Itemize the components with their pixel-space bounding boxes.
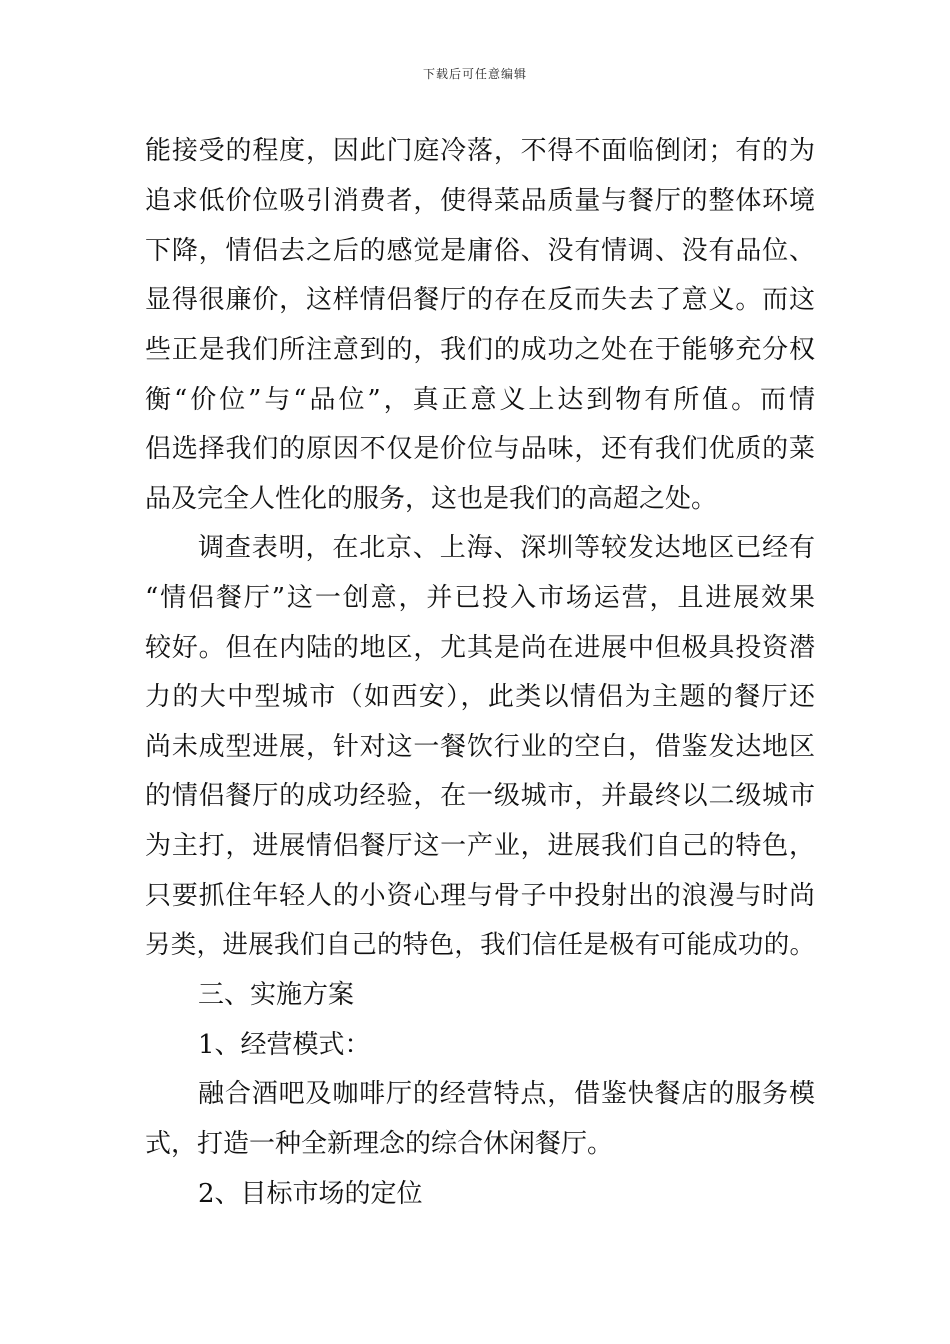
paragraph-line: “情侣餐厅”这一创意，并已投入市场运营，且进展效果 <box>145 583 815 613</box>
paragraph-line: 为主打，进展情侣餐厅这一产业，进展我们自己的特色， <box>145 831 815 861</box>
paragraph-line: 只要抓住年轻人的小资心理与骨子中投射出的浪漫与时尚 <box>145 881 815 911</box>
paragraph-line: 较好。但在内陆的地区，尤其是尚在进展中但极具投资潜 <box>145 633 815 663</box>
page-header: 下载后可任意编辑 <box>422 67 527 81</box>
section-heading: 三、实施方案 <box>198 980 355 1010</box>
paragraph-line: 些正是我们所注意到的，我们的成功之处在于能够充分权 <box>145 335 815 365</box>
paragraph-line: 侣选择我们的原因不仅是价位与品味，还有我们优质的菜 <box>145 434 815 464</box>
paragraph-line: 调查表明，在北京、上海、深圳等较发达地区已经有 <box>198 533 815 563</box>
paragraph-line: 显得很廉价，这样情侣餐厅的存在反而失去了意义。而这 <box>145 285 815 315</box>
paragraph-line: 融合酒吧及咖啡厅的经营特点，借鉴快餐店的服务模 <box>198 1079 815 1109</box>
paragraph-line: 追求低价位吸引消费者，使得菜品质量与餐厅的整体环境 <box>145 186 815 216</box>
paragraph-line: 另类，进展我们自己的特色，我们信任是极有可能成功的。 <box>145 930 815 960</box>
paragraph-line: 下降，情侣去之后的感觉是庸俗、没有情调、没有品位、 <box>145 236 815 266</box>
subsection-heading: 2、目标市场的定位 <box>198 1179 423 1209</box>
paragraph-line: 能接受的程度，因此门庭冷落，不得不面临倒闭；有的为 <box>145 136 815 166</box>
paragraph-line: 尚未成型进展，针对这一餐饮行业的空白，借鉴发达地区 <box>145 732 815 762</box>
paragraph-line: 的情侣餐厅的成功经验，在一级城市，并最终以二级城市 <box>145 781 815 811</box>
subsection-heading: 1、经营模式： <box>198 1030 371 1060</box>
paragraph-line: 式，打造一种全新理念的综合休闲餐厅。 <box>145 1129 614 1159</box>
paragraph-line: 衡“价位”与“品位”，真正意义上达到物有所值。而情 <box>145 385 815 415</box>
paragraph-line: 力的大中型城市（如西安），此类以情侣为主题的餐厅还 <box>145 682 815 712</box>
paragraph-line: 品及完全人性化的服务，这也是我们的高超之处。 <box>145 484 718 514</box>
